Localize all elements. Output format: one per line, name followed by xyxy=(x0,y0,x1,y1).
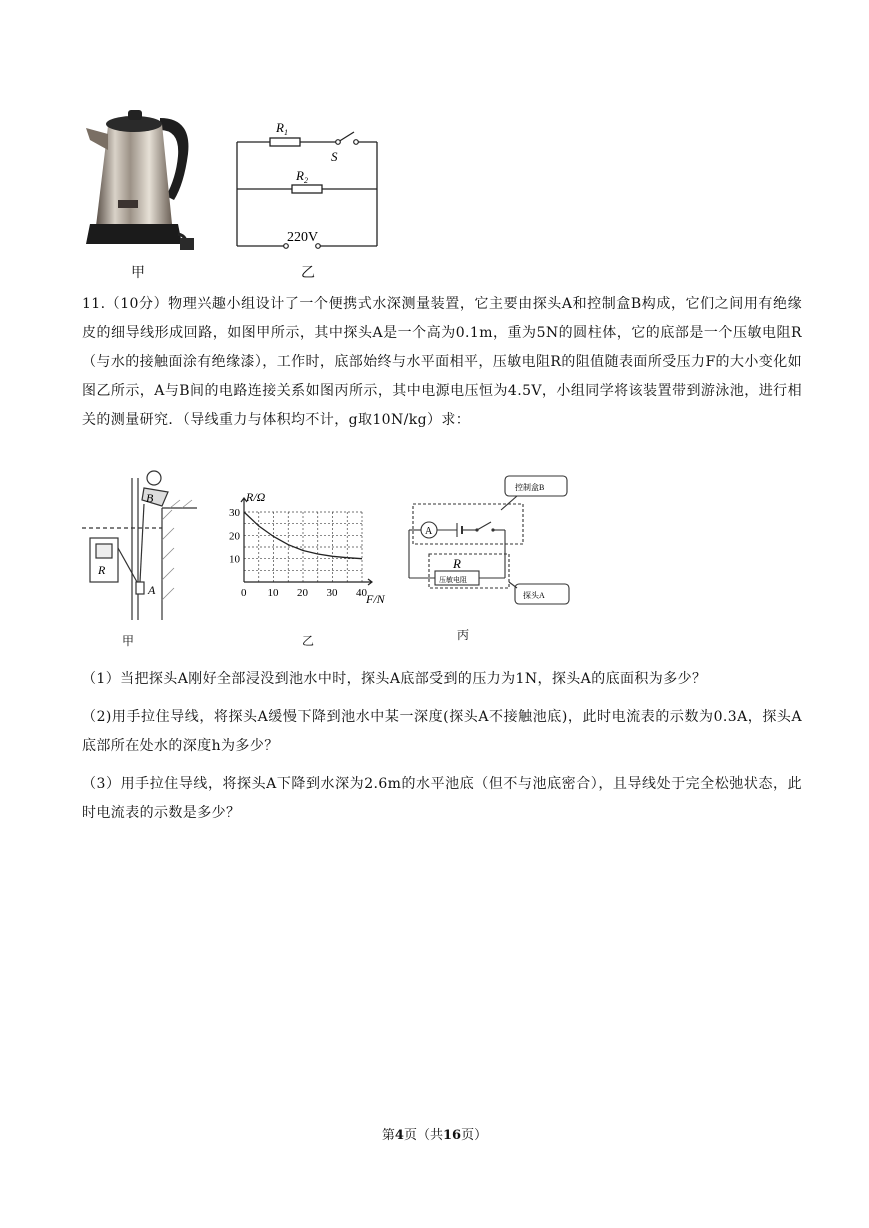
y-tick-label: 30 xyxy=(229,507,240,519)
r1-label: R xyxy=(276,120,284,135)
pressure-resistor-label: 压敏电阻 xyxy=(439,576,467,584)
r1-subscript: 1 xyxy=(283,128,288,137)
question-part-1: （1）当把探头A刚好全部浸没到池水中时，探头A底部受到的压力为1N，探头A的底面积为多少？ xyxy=(82,671,707,687)
kettle-image xyxy=(82,104,198,254)
probe-device-diagram xyxy=(82,470,212,630)
probe-figure-label: 甲 xyxy=(122,634,135,648)
footer-mid: 页（共 xyxy=(403,1128,443,1143)
footer-pre: 第 xyxy=(381,1128,395,1143)
circuit2-figure-label: 丙 xyxy=(457,628,470,642)
control-box-callout: 控制盒B xyxy=(515,483,545,492)
x-axis xyxy=(244,579,372,585)
footer-total-pages: 16 xyxy=(442,1128,462,1143)
x-tick-label: 40 xyxy=(356,587,367,599)
svg-text:R1 xyxy=(275,120,288,137)
ammeter-label: A xyxy=(425,526,433,537)
svg-text:R2 xyxy=(295,168,308,185)
resistor-r-label: R xyxy=(98,563,106,577)
circuit-figure-label: 乙 xyxy=(301,265,315,281)
voltage-label: 220V xyxy=(287,230,319,245)
switch-label: S xyxy=(331,149,338,164)
page-footer xyxy=(0,1124,869,1143)
bing-r-label: R xyxy=(453,556,461,571)
question-intro: 11.（10分）物理兴趣小组设计了一个便携式水深测量装置，它主要由探头A和控制盒B构成，它们之间用有绝缘皮的细导线形成回路，如图甲所示，其中探头A是一个高为0.1m，重为5N的圆柱体，它的底部是一个压敏电阻R（与水的接触面涂有绝缘漆），工作时，底部始终与水平面相平，压敏电阻R的阻值随表面所受压力F的大小变化如图乙所示，A与B间的电路连接关系如图丙所示，其中电源电压恒为4.5V，小组同学将该装置带到游泳池，进行相关的测量研究．（导线重力与体积均不计，g取10N/kg）求： xyxy=(82,296,802,428)
probe-a-label: A xyxy=(148,583,156,597)
y-axis-label: R/Ω xyxy=(246,490,266,504)
question-part-2: （2)用手拉住导线，将探头A缓慢下降到池水中某一深度(探头A不接触池底)，此时电流表的示数为0.3A，探头A底部所在处水的深度h为多少？ xyxy=(82,709,802,754)
control-box-b-label: B xyxy=(146,491,154,505)
r2-subscript: 2 xyxy=(303,176,308,185)
x-tick-label: 30 xyxy=(326,587,338,599)
graph-figure-label: 乙 xyxy=(302,634,315,648)
kettle-circuit-diagram xyxy=(230,120,385,250)
resistance-force-chart xyxy=(224,485,394,615)
footer-page-number: 4 xyxy=(394,1128,404,1143)
question-part-3: （3）用手拉住导线，将探头A下降到水深为2.6m的水平池底（但不与池底密合），且导线处于完全松弛状态，此时电流表的示数是多少？ xyxy=(82,776,802,821)
kettle-figure-label: 甲 xyxy=(131,265,145,281)
x-tick-label: 10 xyxy=(267,587,279,599)
y-tick-label: 10 xyxy=(229,553,240,566)
x-tick-label: 20 xyxy=(297,587,308,599)
measurement-circuit-diagram xyxy=(405,470,580,610)
probe-callout: 探头A xyxy=(523,591,545,600)
x-axis-label: F/N xyxy=(366,592,385,606)
y-axis xyxy=(241,498,247,582)
r2-label: R xyxy=(296,168,304,183)
footer-post: 页） xyxy=(461,1128,488,1143)
x-tick-label: 0 xyxy=(241,587,247,599)
y-tick-label: 20 xyxy=(229,530,240,543)
